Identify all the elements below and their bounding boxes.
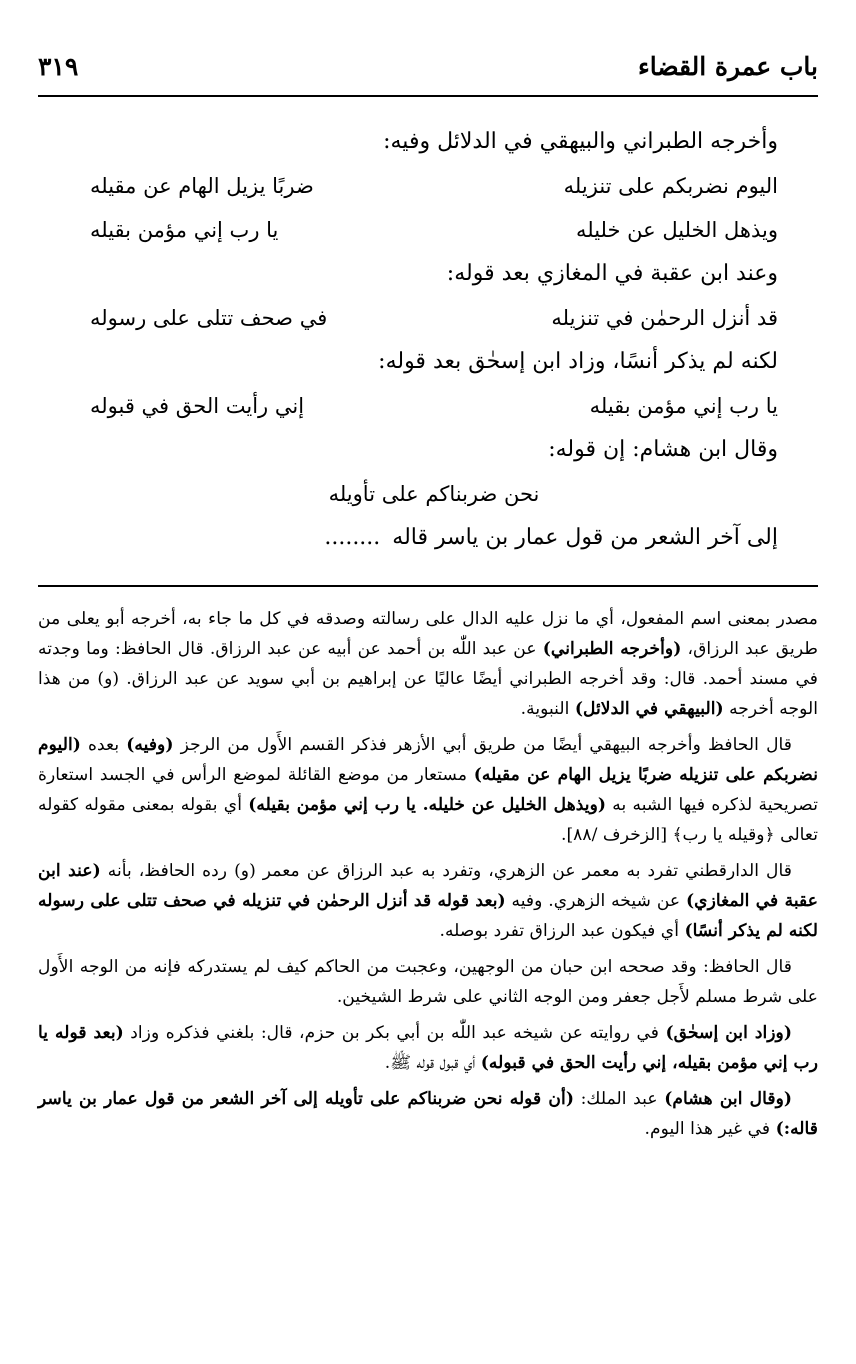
commentary-paragraph	[38, 604, 818, 724]
verse-line	[90, 296, 778, 340]
bold-quote: (ويذهل الخليل عن خليله. يا رب إني مؤمن بقيله)	[248, 795, 607, 815]
verse-line	[90, 164, 778, 208]
verse-line	[90, 208, 778, 252]
commentary-paragraph	[38, 856, 818, 946]
verse-first-half: قد أنزل الرحمٰن في تنزيله	[551, 306, 778, 330]
bold-quote: (بعد قوله قد أنزل الرحمٰن في تنزيله في صحف تتلى على رسوله لكنه لم يذكر أنسًا)	[38, 891, 818, 941]
chapter-title: باب عمرة القضاء	[637, 51, 818, 81]
ibn-ishaq-line: لكنه لم يذكر أنسًا، وزاد ابن إسحٰق بعد قوله:	[378, 349, 778, 374]
commentary	[38, 604, 818, 1150]
bold-quote: (وزاد ابن إسحٰق)	[665, 1023, 792, 1043]
page-header	[38, 42, 818, 90]
verse-first-half: ويذهل الخليل عن خليله	[576, 218, 778, 242]
bold-quote: (وأخرجه الطبراني)	[542, 639, 682, 659]
text-run: أي بقوله بمعنى مقوله كقوله تعالى ﴿وقيله يا رب﴾ [الزخرف /٨٨].	[38, 795, 818, 845]
last-line	[90, 516, 778, 560]
text-run: عن عبد اللّٰه بن أحمد عن أبيه عن عبد الرزاق. قال الحافظ: وما وجدته في مسند أحمد. قال: وقد أخرجه الطبراني أيضًا عاليًا عن إبراهيم بن أبي سويد عن عبد الرزاق. (و) من هذا الوجه أخرجه	[38, 639, 818, 719]
bold-quote: (البيهقي في الدلائل)	[574, 699, 724, 719]
commentary-paragraph: قال الحافظ: وقد صححه ابن حبان من الوجهين، وعجبت من الحاكم كيف لم يستدركه فإنه من الوجه الأَول على شرط مسلم لأَجل جعفر ومن الوجه الثاني على شرط الشيخين.	[38, 957, 818, 1007]
verse-line	[90, 384, 778, 428]
verse-first-half: اليوم نضربكم على تنزيله	[563, 174, 778, 198]
page-number: ٣١٩	[38, 51, 79, 81]
text-run: مستعار من موضع القائلة لموضع الرأس في الجسد استعارة تصريحية لذكره فيها الشبه به	[38, 765, 818, 815]
last-line-text: إلى آخر الشعر من قول عمار بن ياسر قاله	[392, 525, 778, 550]
bold-quote: (عند ابن عقبة في المغازي)	[38, 861, 818, 911]
hadith-intro: وأخرجه الطبراني والبيهقي في الدلائل وفيه:	[383, 129, 778, 154]
text-run: قال الحافظ وأخرجه البيهقي أيضًا من طريق أبي الأزهر فذكر القسم الأَول من الرجز	[173, 735, 793, 755]
bold-quote: (وقال ابن هشام)	[664, 1089, 792, 1109]
verse-second-half: في صحف تتلى على رسوله	[90, 306, 328, 330]
text-run: بعده	[80, 735, 127, 755]
bold-quote: (أن قوله نحن ضربناكم على تأويله إلى آخر الشعر من قول عمار بن ياسر قاله:)	[38, 1089, 818, 1139]
verse-second-half: ضربًا يزيل الهام عن مقيله	[90, 174, 314, 198]
verse-second-half: يا رب إني مؤمن بقيله	[90, 218, 279, 242]
verse-first-half: يا رب إني مؤمن بقيله	[589, 394, 778, 418]
text-run: في غير هذا اليوم.	[644, 1119, 776, 1139]
hadith-text	[90, 120, 778, 560]
ibn-uqba-line: وعند ابن عقبة في المغازي بعد قوله:	[446, 261, 778, 286]
text-run: في روايته عن شيخه عبد اللّٰه بن أبي بكر بن حزم، قال: بلغني فذكره وزاد	[123, 1023, 666, 1043]
commentary-paragraph	[38, 1084, 818, 1144]
commentary-paragraph	[38, 1018, 818, 1078]
text-run: قال الدارقطني تفرد به معمر عن الزهري، وتفرد به عبد الرزاق عن معمر (و) رده الحافظ، بأنه	[100, 861, 792, 881]
text-run: عن شيخه الزهري. وفيه	[505, 891, 686, 911]
bold-quote: (اليوم نضربكم على تنزيله ضربًا يزيل الهام عن مقيله)	[38, 735, 818, 785]
header-rule	[38, 95, 818, 97]
text-run: مصدر بمعنى اسم المفعول، أي ما نزل عليه الدال على رسالته وصدقه في كل ما جاء به، أخرجه أبو يعلى من طريق عبد الرزاق،	[38, 609, 819, 659]
ibn-hisham-line: وقال ابن هشام: إن قوله:	[548, 437, 778, 462]
ellipsis-dots: ........	[324, 525, 381, 550]
verse-centered: نحن ضربناكم على تأويله	[328, 482, 540, 506]
commentary-paragraph	[38, 730, 818, 850]
text-run: عبد الملك:	[573, 1089, 665, 1109]
text-run: أي فيكون عبد الرزاق تفرد بوصله.	[439, 921, 685, 941]
text-run: أي قبول قوله ﷺ.	[384, 1053, 481, 1073]
bold-quote: (وفيه)	[126, 735, 174, 755]
bold-quote: (بعد قوله يا رب إني مؤمن بقيله، إني رأيت الحق في قبوله)	[38, 1023, 818, 1073]
text-run: النبوية.	[520, 699, 575, 719]
footnote-rule	[38, 585, 818, 587]
verse-second-half: إني رأيت الحق في قبوله	[90, 394, 305, 418]
